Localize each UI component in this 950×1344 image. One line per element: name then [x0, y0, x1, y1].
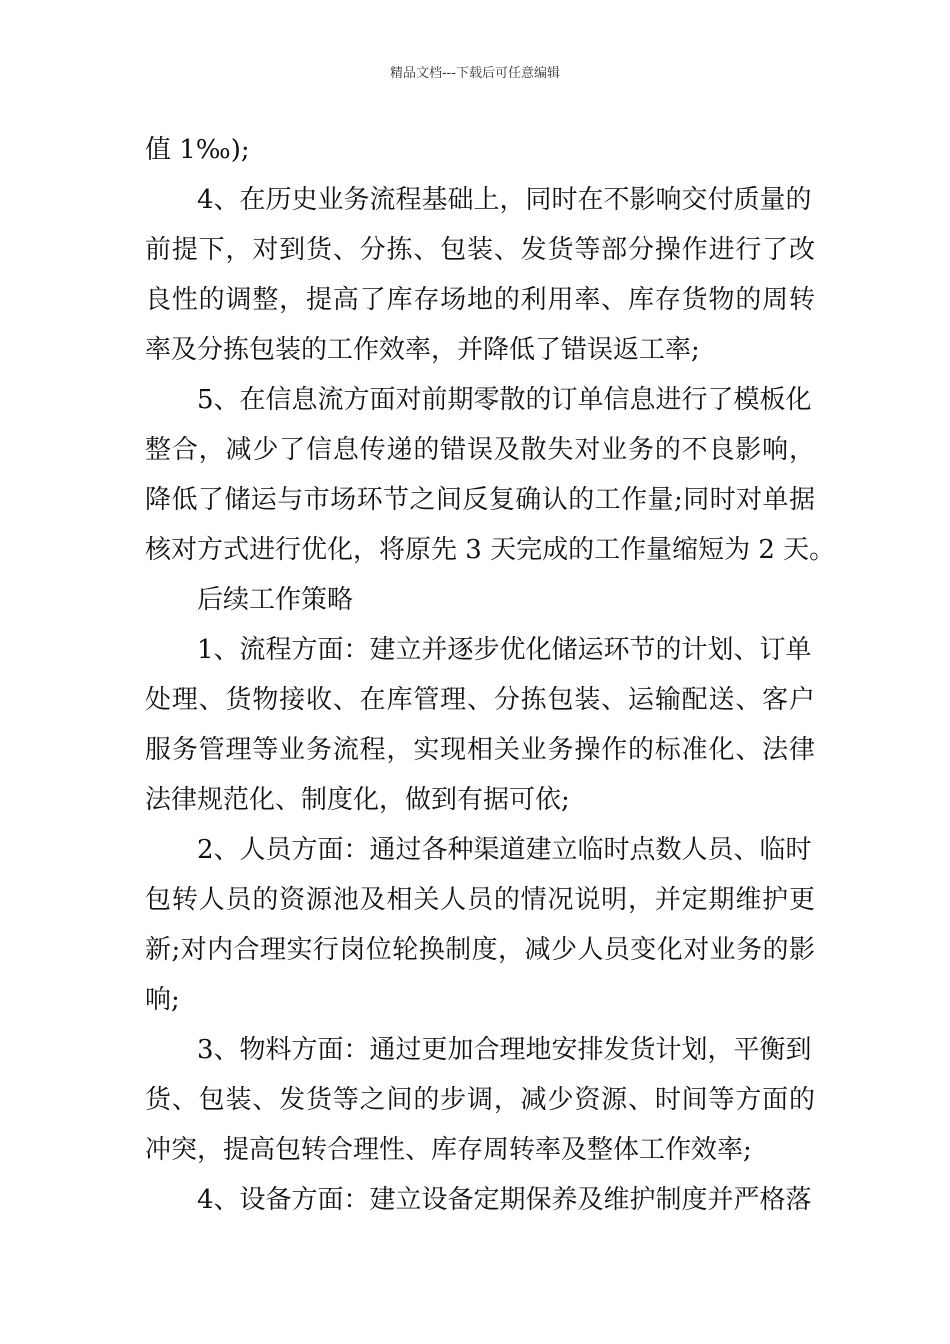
text-line: 前提下，对到货、分拣、包装、发货等部分操作进行了改: [145, 235, 815, 265]
text-line: 5、在信息流方面对前期零散的订单信息进行了模板化: [197, 385, 812, 415]
text-line: 处理、货物接收、在库管理、分拣包装、运输配送、客户: [145, 685, 815, 715]
text-line: 降低了储运与市场环节之间反复确认的工作量;同时对单据: [145, 485, 815, 515]
text-line: 冲突，提高包转合理性、库存周转率及整体工作效率;: [145, 1135, 752, 1165]
text-line: 包转人员的资源池及相关人员的情况说明，并定期维护更: [145, 885, 815, 915]
text-line: 3、物料方面：通过更加合理地安排发货计划，平衡到: [197, 1035, 812, 1065]
text-line: 核对方式进行优化，将原先 3 天完成的工作量缩短为 2 天。: [145, 535, 836, 565]
text-line: 货、包装、发货等之间的步调，减少资源、时间等方面的: [145, 1085, 815, 1115]
text-line: 良性的调整，提高了库存场地的利用率、库存货物的周转: [145, 285, 815, 315]
text-line: 2、人员方面：通过各种渠道建立临时点数人员、临时: [197, 835, 812, 865]
text-line: 值 1‰);: [145, 135, 250, 165]
text-line: 整合，减少了信息传递的错误及散失对业务的不良影响，: [145, 435, 815, 465]
text-line: 4、在历史业务流程基础上，同时在不影响交付质量的: [197, 185, 812, 215]
section-heading: 后续工作策略: [197, 585, 354, 615]
text-line: 4、设备方面：建立设备定期保养及维护制度并严格落: [197, 1185, 812, 1215]
page-header: 精品文档---下载后可任意编辑: [389, 66, 561, 81]
text-line: 1、流程方面：建立并逐步优化储运环节的计划、订单: [197, 635, 812, 665]
text-line: 服务管理等业务流程，实现相关业务操作的标准化、法律: [145, 735, 815, 765]
text-line: 新;对内合理实行岗位轮换制度，减少人员变化对业务的影: [145, 935, 815, 965]
text-line: 率及分拣包装的工作效率，并降低了错误返工率;: [145, 335, 700, 365]
text-line: 响;: [145, 985, 180, 1015]
text-line: 法律规范化、制度化，做到有据可依;: [145, 785, 570, 815]
